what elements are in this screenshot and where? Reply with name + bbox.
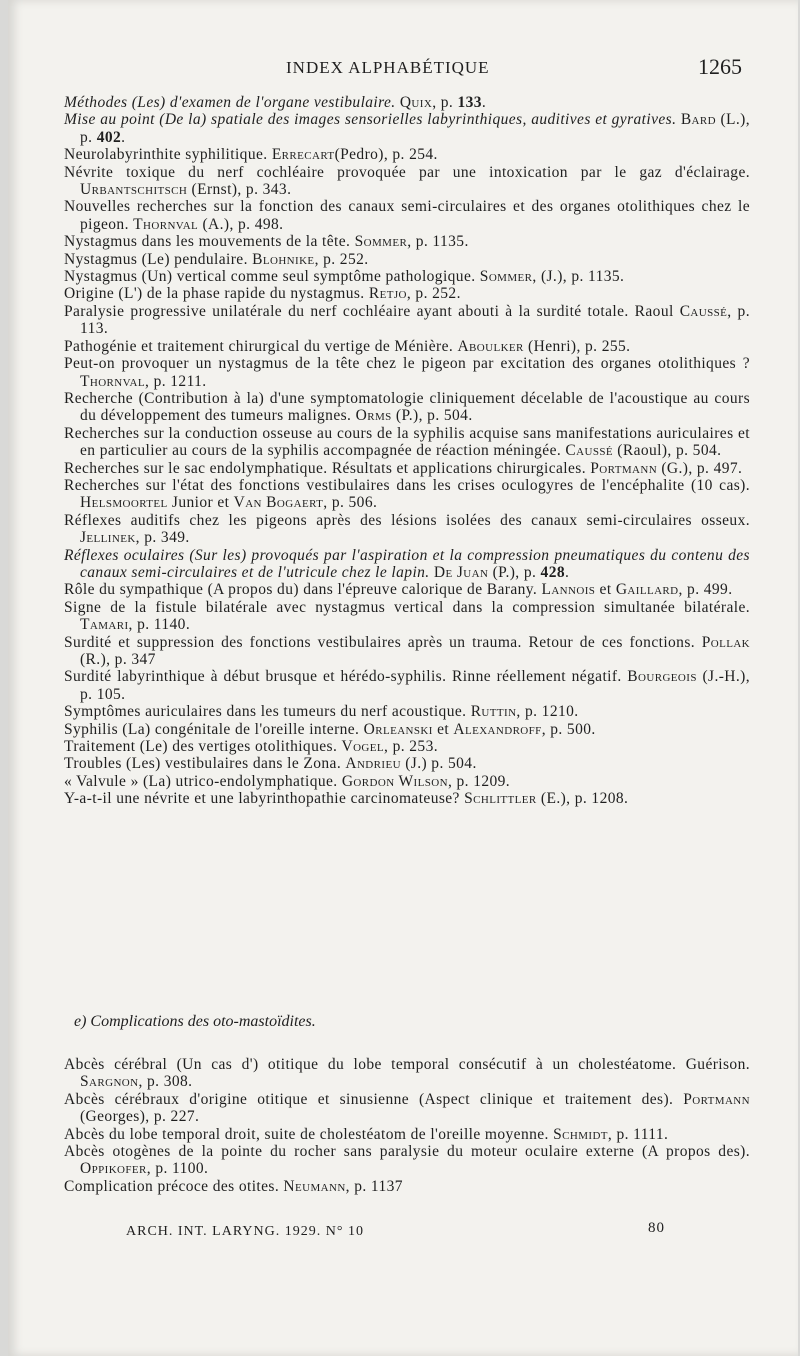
entry-author: Orleanski	[363, 720, 433, 738]
entry-details: (R.), p. 347	[80, 651, 156, 668]
entry-title: Recherches sur l'état des fonctions vestibulaires dans les crises oculogyres de l'encéphalite (10 cas).	[64, 476, 750, 494]
entry-details: , p. 252.	[406, 285, 461, 303]
entry-author: Aboulker	[457, 337, 524, 355]
index-entry	[64, 164, 750, 199]
entry-author: Caussé	[565, 442, 613, 460]
entry-details-2: , p. 500.	[541, 720, 596, 738]
entry-details: , p. 1210.	[516, 703, 579, 721]
index-entry	[64, 738, 750, 755]
index-entry	[64, 94, 750, 111]
entry-title: Surdité et suppression des fonctions vestibulaires après un trauma. Retour de ces fonctions.	[64, 633, 696, 651]
entry-coauthor: Gaillard	[615, 581, 679, 599]
entry-details: , p. 1137	[345, 1177, 403, 1195]
entry-title: Méthodes (Les) d'examen de l'organe vestibulaire.	[64, 94, 396, 111]
entry-details-2: , p. 506.	[323, 494, 378, 512]
page-number: 1265	[698, 54, 742, 79]
entry-title: Nystagmus (Le) pendulaire.	[64, 250, 248, 268]
entry-title: « Valvule » (La) utrico-endolymphatique.	[64, 772, 338, 790]
index-entry	[64, 634, 750, 669]
entry-details: (Raoul), p. 504.	[613, 442, 722, 460]
entry-title: Abcès cérébral (Un cas d') otitique du lobe temporal consécutif à un cholestéatome. Guérison.	[64, 1056, 750, 1073]
entry-author: Portmann	[683, 1090, 750, 1108]
entry-title: Réflexes auditifs chez les pigeons après des lésions isolées des canaux semi-circulaires osseux.	[64, 511, 750, 529]
entry-details: (J.) p. 504.	[400, 755, 477, 773]
entry-author: Urbantschitsch	[80, 181, 188, 199]
journal-reference: ARCH. INT. LARYNG. 1929. N° 10	[126, 1224, 364, 1239]
sheet-number: 80	[648, 1220, 665, 1236]
entry-author: Quix	[399, 94, 433, 111]
entry-title: Recherche (Contribution à la) d'une symptomatologie cliniquement décelable de l'acoustique au cours du développement des tumeurs malignes.	[64, 389, 750, 425]
entry-title: Syphilis (La) congénitale de l'oreille interne.	[64, 720, 360, 738]
entry-details: (Ernst), p. 343.	[187, 181, 292, 199]
entry-details: (Georges), p. 227.	[80, 1108, 200, 1126]
index-entry	[64, 268, 750, 285]
section-heading: e) Complications des oto-mastoïdites.	[74, 1013, 316, 1030]
index-entry	[64, 251, 750, 268]
entry-details: (Pedro), p. 254.	[334, 146, 438, 164]
index-entry	[64, 285, 750, 302]
entry-title: Troubles (Les) vestibulaires dans le Zona.	[64, 755, 342, 773]
entry-details: (L.), p.	[80, 111, 750, 146]
entry-title: Nystagmus dans les mouvements de la tête.	[64, 233, 351, 251]
entry-title: Abcès du lobe temporal droit, suite de cholestéatom de l'oreille moyenne.	[64, 1125, 549, 1143]
entry-author: Gordon Wilson	[341, 772, 448, 790]
index-entry	[64, 755, 750, 772]
index-entry	[64, 599, 750, 634]
entry-author: Neumann	[283, 1177, 346, 1195]
entry-author: Jellinek	[80, 529, 136, 547]
entry-author: Orms	[355, 407, 392, 425]
entry-details: , p.	[432, 94, 458, 111]
entry-title: Nouvelles recherches sur la fonction des canaux semi-circulaires et des organes otolithiques chez le pigeon.	[64, 198, 750, 233]
entry-title: Recherches sur le sac endolymphatique. Résultats et applications chirurgicales.	[64, 459, 586, 477]
entry-author: Blohnike	[252, 250, 315, 268]
entry-author: Oppikofer	[80, 1160, 147, 1178]
entry-details: (P.), p. 504.	[391, 407, 473, 425]
entry-title: Surdité labyrinthique à début brusque et hérédo-syphilis. Rinne réellement négatif.	[64, 668, 622, 686]
entry-author: Schmidt	[553, 1125, 608, 1143]
entry-author: Sommer	[354, 233, 408, 251]
entry-title: Traitement (Le) des vertiges otolithiques.	[64, 738, 338, 756]
index-entry	[64, 338, 750, 355]
entry-details: (J.-H.), p. 105.	[80, 668, 750, 703]
index-entry	[64, 303, 750, 338]
page-header	[8, 54, 798, 84]
entry-title: Abcès cérébraux d'origine otitique et sinusienne (Aspect clinique et traitement des).	[64, 1090, 674, 1108]
entry-author: Tamari	[80, 616, 129, 634]
entry-author: Bard	[680, 111, 716, 129]
index-entries-list-complications	[64, 1056, 750, 1195]
entry-details: , p. 1111.	[607, 1125, 669, 1143]
entry-details: et	[595, 581, 616, 599]
index-entry	[64, 1126, 750, 1143]
entry-title: Réflexes oculaires (Sur les) provoqués par l'aspiration et la compression pneumatiques du contenu des canaux semi-circulaires et de l'utricule chez le lapin.	[64, 546, 750, 581]
index-entry	[64, 111, 750, 146]
entry-details: et	[432, 720, 454, 738]
entry-details: , p. 1140.	[128, 616, 191, 634]
document-page	[8, 0, 798, 1356]
entry-details: , (J.), p. 1135.	[532, 268, 625, 286]
entry-author: Bourgeois	[627, 668, 697, 686]
entry-title: Névrite toxique du nerf cochléaire provoquée par une intoxication par le gaz d'éclairage.	[64, 163, 750, 181]
entry-details: , p. 1211.	[145, 372, 207, 390]
entry-details: , p. 113.	[80, 302, 750, 338]
index-entry	[64, 773, 750, 790]
entry-details: Junior et	[167, 494, 234, 512]
index-entry	[64, 1091, 750, 1126]
entry-coauthor: Van Bogaert	[233, 494, 324, 512]
entry-author: Helsmoortel	[80, 494, 168, 512]
entry-author: De Juan	[433, 563, 489, 581]
entry-page-bold: 133	[457, 94, 482, 111]
entry-title: Recherches sur la conduction osseuse au cours de la syphilis acquise sans manifestations auriculaires et en particulier au cours de la syphilis accompagnée de réaction méningée.	[64, 424, 750, 460]
entry-title: Mise au point (De la) spatiale des images sensorielles labyrinthiques, auditives et gyratives.	[64, 111, 677, 129]
entry-title: Symptômes auriculaires dans les tumeurs du nerf acoustique.	[64, 703, 467, 721]
entry-details: , p. 1135.	[407, 233, 469, 251]
entry-title: Abcès otogènes de la pointe du rocher sans paralysie du moteur oculaire externe (A propos des).	[64, 1143, 750, 1161]
entry-punct: .	[565, 563, 570, 581]
entry-author: Thornval	[133, 215, 199, 233]
index-entry	[64, 198, 750, 233]
entry-author: Lannois	[541, 581, 596, 599]
index-entry	[64, 547, 750, 582]
index-entries-list	[64, 94, 750, 808]
index-entry	[64, 790, 750, 807]
entry-author: Schlittler	[464, 790, 537, 808]
entry-details: , p. 1209.	[447, 772, 511, 790]
entry-title: Y-a-t-il une névrite et une labyrinthopathie carcinomateuse?	[64, 790, 460, 808]
index-entry	[64, 581, 750, 598]
entry-details: (P.), p.	[488, 563, 541, 581]
index-entry	[64, 425, 750, 460]
entry-page-bold: 428	[540, 563, 565, 581]
entry-details: (Henri), p. 255.	[523, 337, 631, 355]
entry-details: (A.), p. 498.	[198, 215, 284, 233]
entry-page-bold: 402	[96, 128, 122, 146]
page-footer	[126, 1220, 686, 1240]
entry-author: Vogel	[341, 738, 385, 756]
entry-details: , p. 349.	[135, 529, 190, 547]
index-entry	[64, 1056, 750, 1091]
entry-author: Thornval	[80, 372, 146, 390]
entry-author: Pollak	[701, 633, 751, 651]
entry-details: , p. 1100.	[146, 1160, 209, 1178]
index-entry	[64, 477, 750, 512]
entry-title: Pathogénie et traitement chirurgical du vertige de Ménière.	[64, 337, 454, 355]
running-title: INDEX ALPHABÉTIQUE	[286, 58, 490, 77]
entry-author: Portmann	[590, 459, 658, 477]
entry-punct: .	[121, 128, 126, 146]
index-entry	[64, 721, 750, 738]
entry-title: Peut-on provoquer un nystagmus de la tête chez le pigeon par excitation des organes otolithiques ?	[64, 355, 750, 373]
entry-title: Complication précoce des otites.	[64, 1177, 280, 1195]
entry-details-2: , p. 499.	[678, 581, 733, 599]
entry-author: Caussé	[679, 302, 728, 320]
entry-author: Errecart	[271, 146, 335, 164]
index-entry	[64, 1178, 750, 1195]
entry-author: Sargnon	[80, 1073, 139, 1091]
entry-title: Rôle du sympathique (A propos du) dans l'épreuve calorique de Barany.	[64, 581, 538, 599]
index-entry	[64, 1143, 750, 1178]
index-entry	[64, 703, 750, 720]
entry-details: (E.), p. 1208.	[536, 790, 629, 808]
entry-title: Neurolabyrinthite syphilitique.	[64, 146, 268, 164]
index-entry	[64, 355, 750, 390]
entry-details: , p. 252.	[314, 250, 369, 268]
index-entry	[64, 390, 750, 425]
entry-details: , p. 253.	[384, 738, 439, 756]
entry-title: Paralysie progressive unilatérale du nerf cochléaire ayant abouti à la surdité totale. Raoul	[64, 302, 674, 320]
entry-coauthor: Alexandroff	[453, 720, 542, 738]
index-entry	[64, 668, 750, 703]
entry-details: , p. 308.	[138, 1073, 193, 1091]
entry-punct: .	[481, 94, 487, 111]
entry-author: Sommer	[479, 268, 533, 286]
index-entry	[64, 146, 750, 163]
index-entry	[64, 512, 750, 547]
entry-author: Ruttin	[470, 703, 517, 721]
entry-author: Retjo	[368, 285, 407, 303]
index-entry	[64, 233, 750, 250]
index-entry	[64, 460, 750, 477]
entry-title: Nystagmus (Un) vertical comme seul symptôme pathologique.	[64, 268, 476, 286]
entry-title: Signe de la fistule bilatérale avec nystagmus vertical dans la compression simultanée bilatérale.	[64, 598, 750, 616]
entry-details: (G.), p. 497.	[657, 459, 743, 477]
entry-author: Andrieu	[345, 755, 401, 773]
entry-title: Origine (L') de la phase rapide du nystagmus.	[64, 285, 365, 303]
